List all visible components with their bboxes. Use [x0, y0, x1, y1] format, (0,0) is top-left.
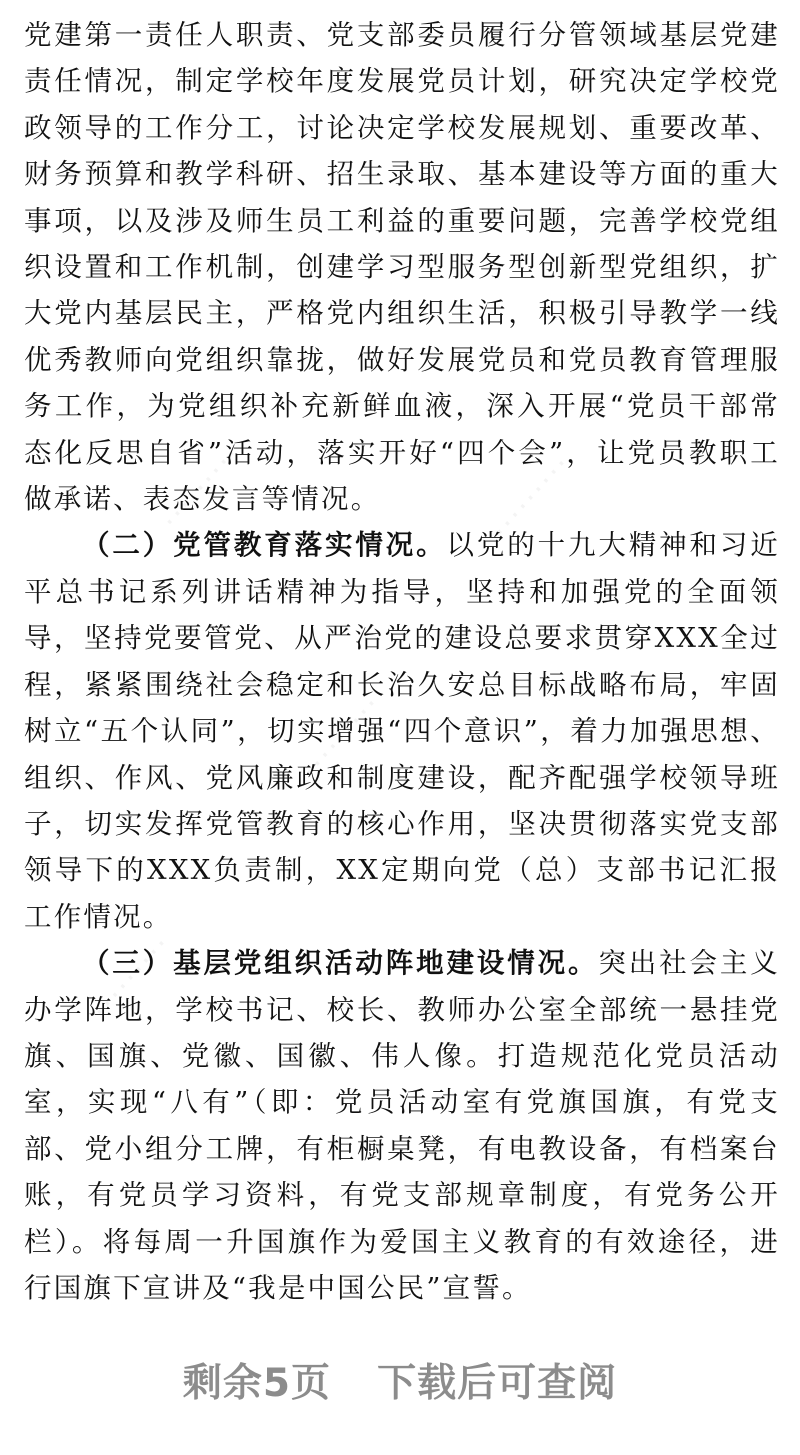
paragraph-1: [24, 12, 780, 522]
paragraph-3-text: 突出社会主义办学阵地，学校书记、校长、教师办公室全部统一悬挂党旗、国旗、党徽、国徽、伟人像。打造规范化党员活动室，实现“八有”（即：党员活动室有党旗国旗，有党支部、党小组分工牌，有柜橱桌凳，有电教设备，有档案台账，有党员学习资料，有党支部规章制度，有党务公开栏）。将每周一升国旗作为爱国主义教育的有效途径，进行国旗下宣讲及“我是中国公民”宣誓。: [24, 947, 780, 1304]
remaining-pages-label: 剩余5页: [182, 1361, 332, 1406]
paragraph-1-text: 党建第一责任人职责、党支部委员履行分管领域基层党建责任情况，制定学校年度发展党员计划，研究决定学校党政领导的工作分工，讨论决定学校发展规划、重要改革、财务预算和教学科研、招生录取、基本建设等方面的重大事项，以及涉及师生员工利益的重要问题，完善学校党组织设置和工作机制，创建学习型服务型创新型党组织，扩大党内基层民主，严格党内组织生活，积极引导教学一线优秀教师向党组织靠拢，做好发展党员和党员教育管理服务工作，为党组织补充新鲜血液，深入开展“党员干部常态化反思自省”活动，落实开好“四个会”，让党员教职工做承诺、表态发言等情况。: [24, 19, 780, 516]
download-to-view-label: 下载后可查阅: [377, 1361, 618, 1406]
paragraph-3: [24, 940, 780, 1311]
paragraph-2-text: 以党的十九大精神和习近平总书记系列讲话精神为指导，坚持和加强党的全面领导，坚持党要管党、从严治党的建设总要求贯穿XXX全过程，紧紧围绕社会稳定和长治久安总目标战略布局，牢固树立“五个认同”，切实增强“四个意识”，着力加强思想、组织、作风、党风廉政和制度建设，配齐配强学校领导班子，切实发挥党管教育的核心作用，坚决贯彻落实党支部领导下的XXX负责制，XX定期向党（总）支部书记汇报工作情况。: [24, 529, 780, 933]
document-body: [24, 12, 780, 1311]
download-banner[interactable]: [0, 1352, 800, 1408]
paragraph-2: [24, 522, 780, 940]
paragraph-2-heading: （二）党管教育落实情况。: [82, 529, 447, 562]
paragraph-3-heading: （三）基层党组织活动阵地建设情况。: [82, 947, 599, 980]
